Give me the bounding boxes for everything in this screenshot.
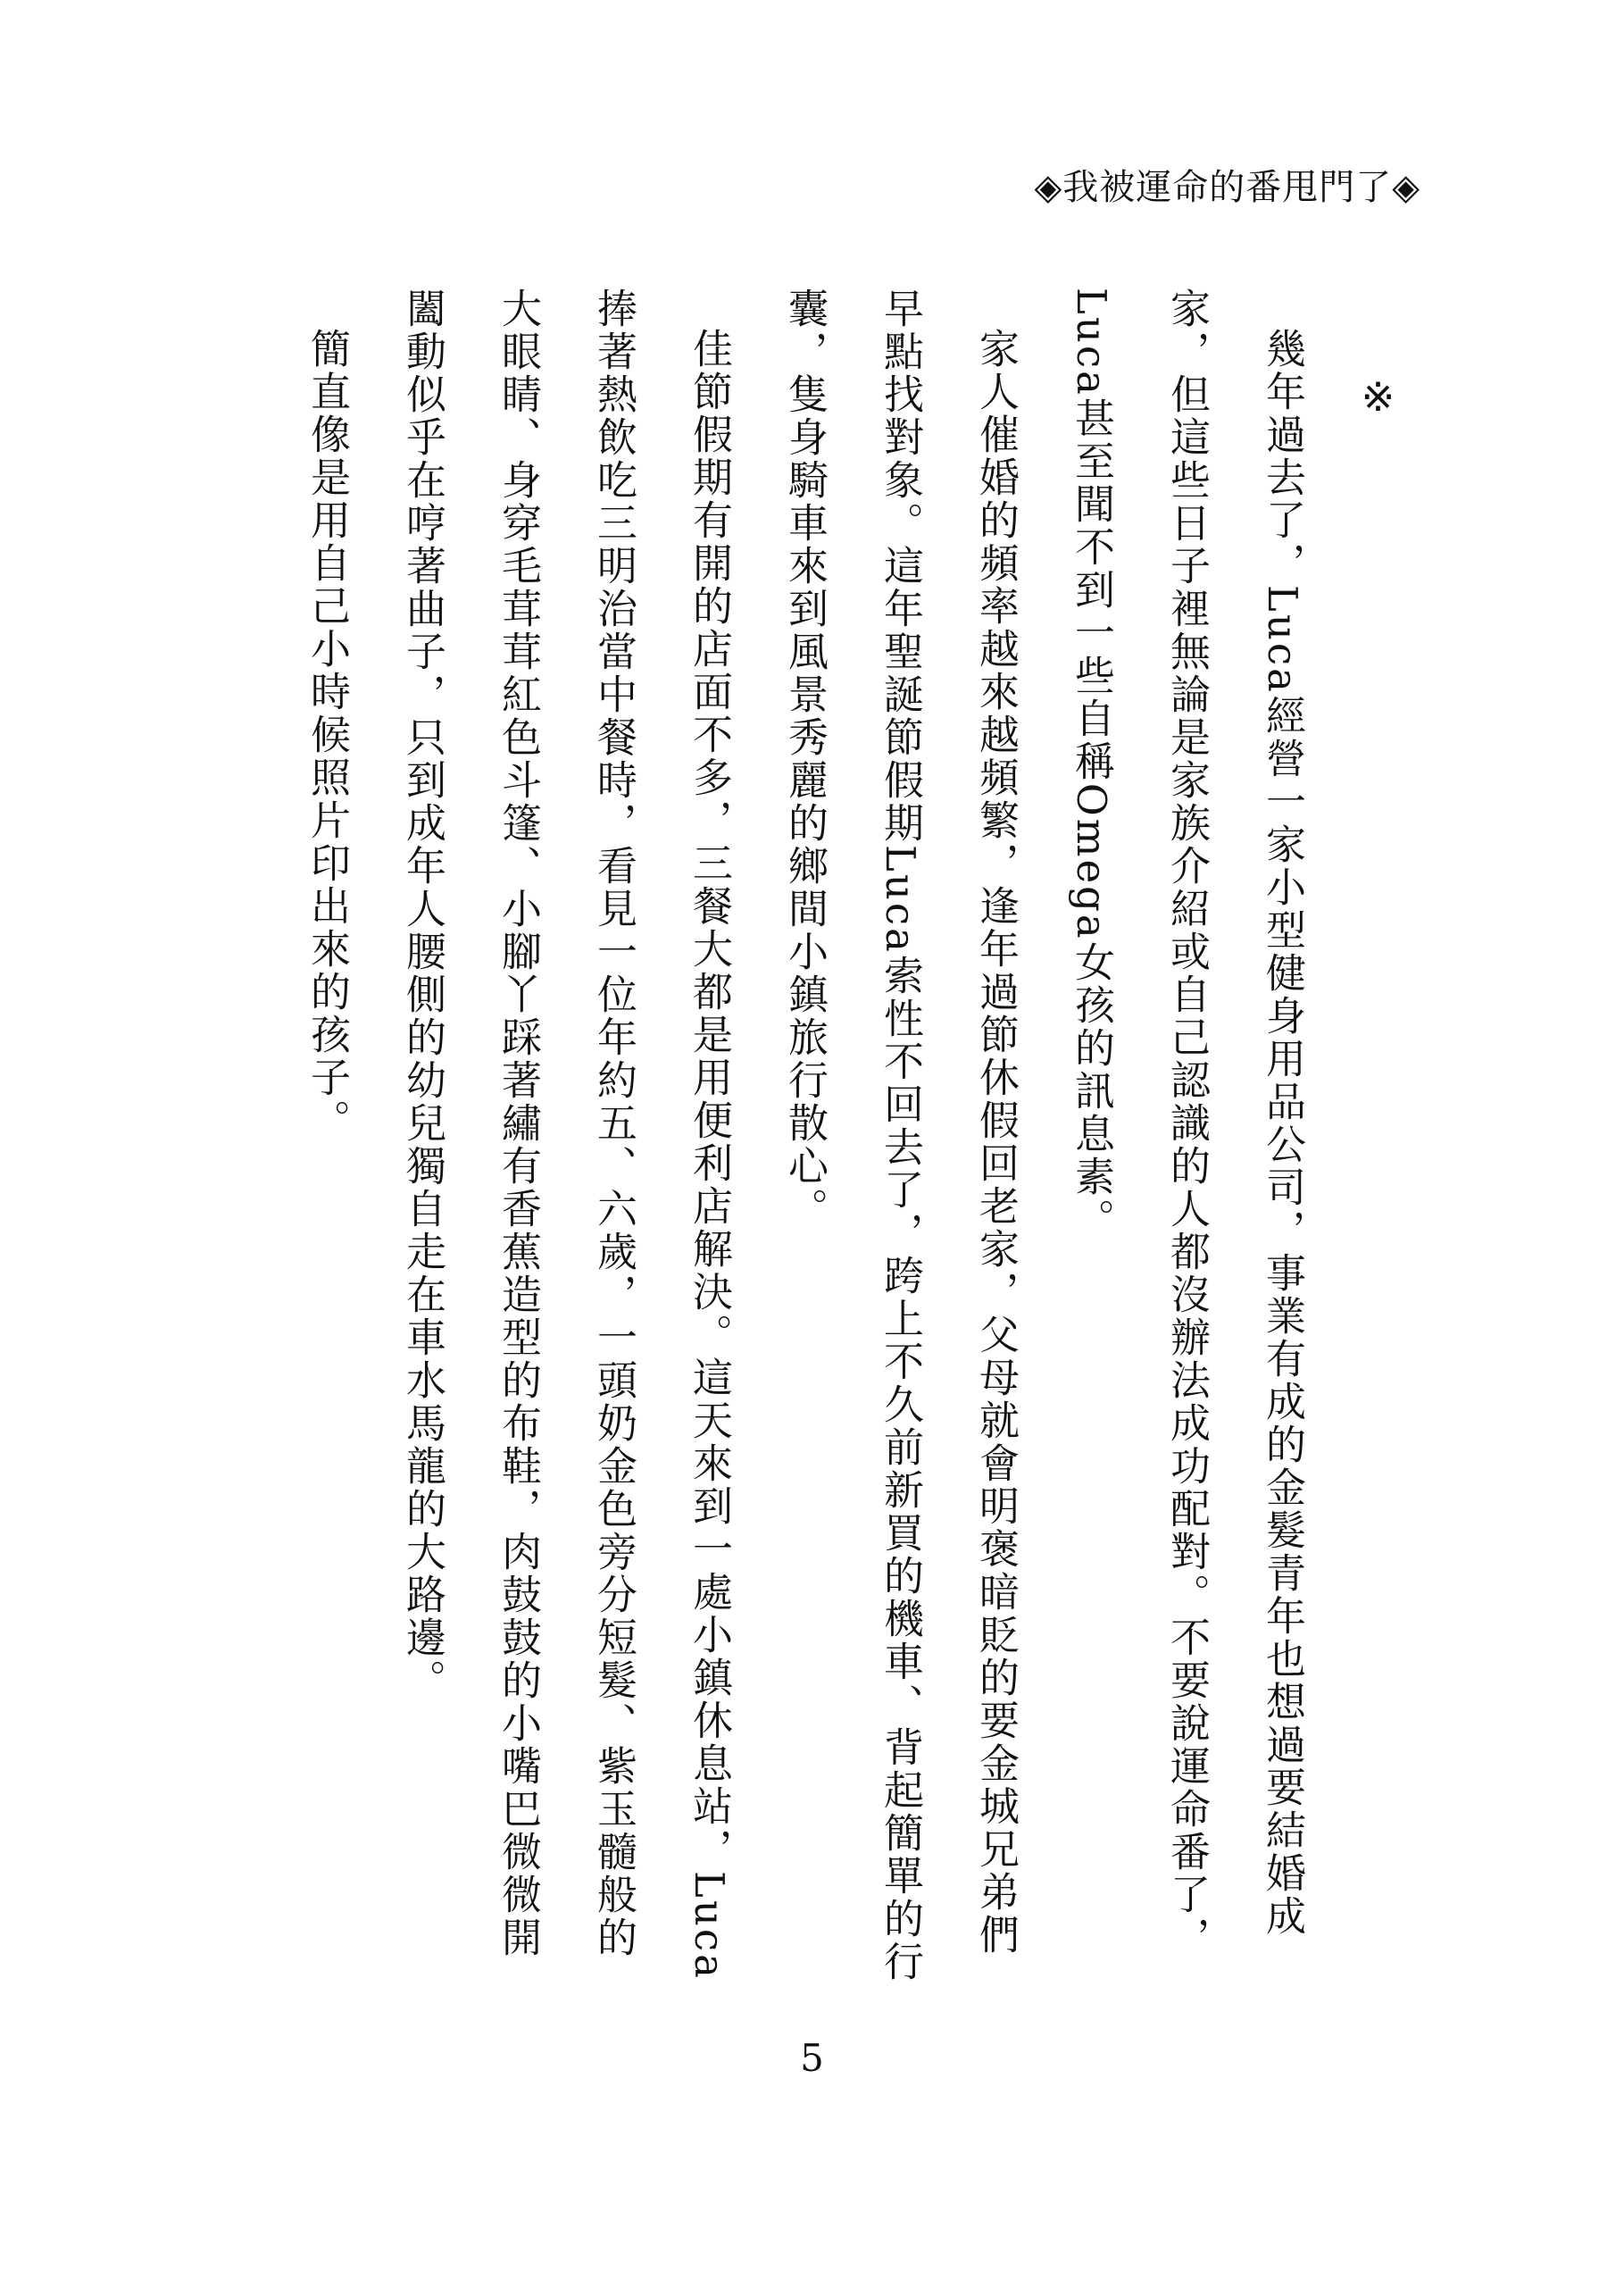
section-break-mark: ※: [1354, 373, 1402, 423]
paragraph: 簡直像是用自己小時候照片印出來的孩子。: [304, 328, 351, 1142]
paragraph: 佳節假期有開的店面不多，三餐大都是用便利店解決。這天來到一處小鎮休息站，Luca捧著熱飲吃三明治當中餐時，看見一位年約五、六歲，一頭奶金色旁分短髮、紫玉髓般的大眼睛、身穿毛茸茸紅色斗篷、小腳丫踩著繡有香蕉造型的布鞋，肉鼓鼓的小嘴巴微微開闔動似乎在哼著曲子，只到成年人腰側的幼兒獨自走在車水馬龍的大路邊。: [399, 288, 733, 1981]
page-number: 5: [800, 2036, 824, 2080]
vertical-body-text: [158, 288, 1426, 1984]
running-header-title: ◈我被運命的番甩門了◈: [1034, 167, 1420, 208]
paragraph: 家人催婚的頻率越來越頻繁，逢年過節休假回老家，父母就會明褒暗貶的要金城兄弟們早點找對象。這年聖誕節假期Luca索性不回去了，跨上不久前新買的機車、背起簡單的行囊，隻身騎車來到風景秀麗的鄉間小鎮旅行散心。: [781, 288, 1020, 1983]
paragraph: 幾年過去了，Luca經營一家小型健身用品公司，事業有成的金髮青年也想過要結婚成家，但這些日子裡無論是家族介紹或自己認識的人都沒辦法成功配對。不要說運命番了，Luca甚至聞不到一些自稱Omega女孩的訊息素。: [1068, 288, 1306, 1959]
